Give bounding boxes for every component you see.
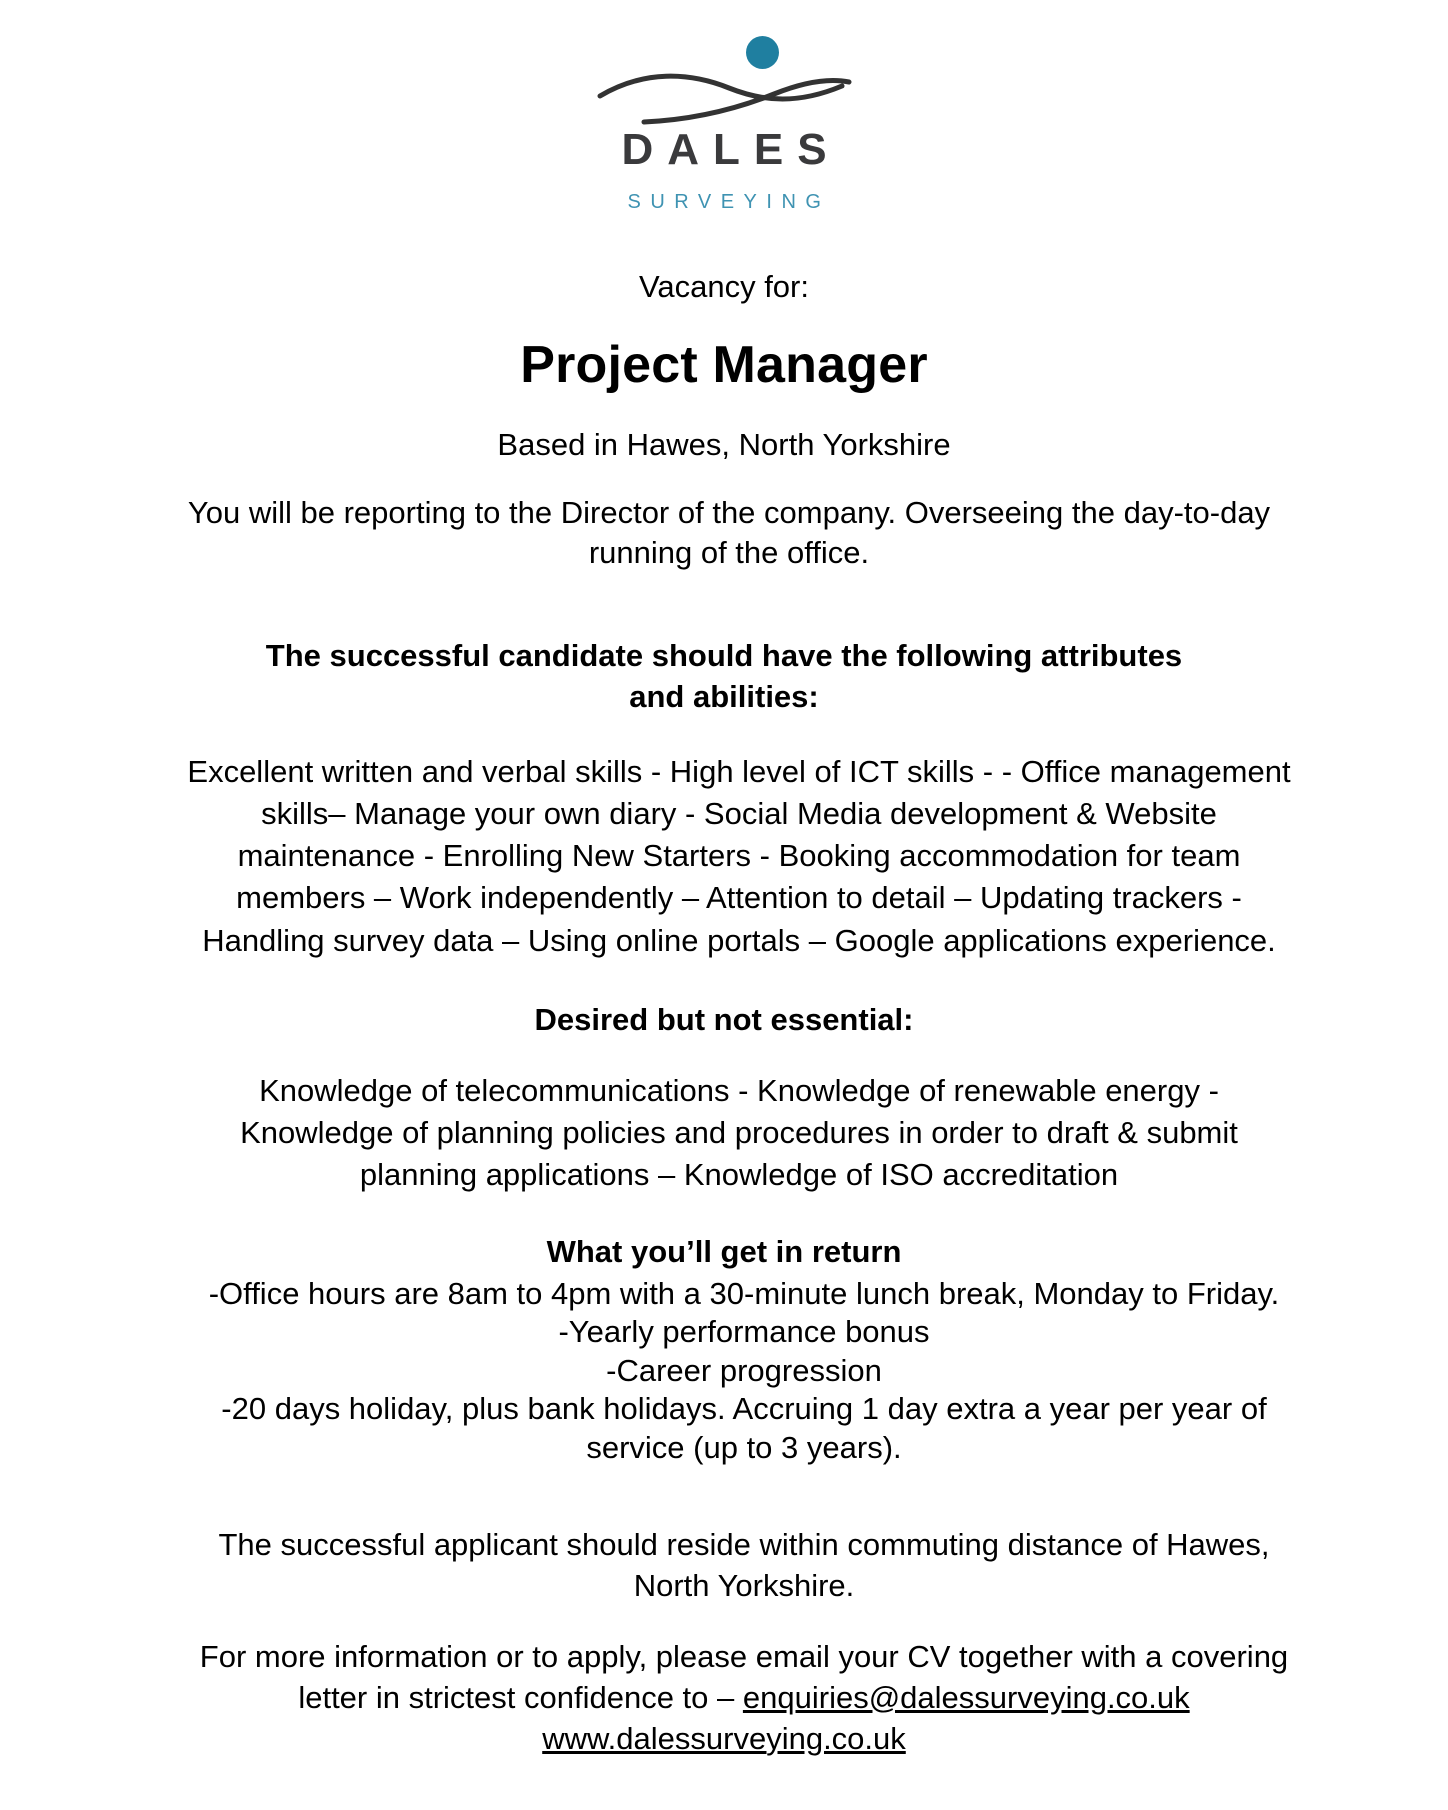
job-location: Based in Hawes, North Yorkshire [497, 426, 951, 462]
reporting-paragraph: You will be reporting to the Director of the company. Overseeing the day-to-day running of the office. [187, 494, 1271, 571]
list-item: -Yearly performance bonus [558, 1314, 930, 1350]
list-item: -Career progression [606, 1352, 882, 1388]
apply-paragraph [184, 1637, 1304, 1719]
returns-list [184, 1275, 1304, 1467]
document-content [184, 268, 1291, 1759]
apply-prefix-text: For more information or to apply, please email your CV together with a covering letter in strictest confidence to – [199, 1638, 1289, 1715]
website-link-row [184, 1719, 1264, 1759]
vacancy-label: Vacancy for: [638, 269, 809, 304]
logo-wordmark: DALES [621, 125, 841, 174]
residency-paragraph: The successful applicant should reside within commuting distance of Hawes, North Yorkshire. [218, 1526, 1270, 1603]
desired-body: Knowledge of telecommunications - Knowledge of renewable energy - Knowledge of planning policies and procedures in order to draft & submit planning applications – Knowledge of ISO accreditation [240, 1072, 1238, 1193]
returns-heading: What you’ll get in return [546, 1234, 902, 1270]
logo-subword: SURVEYING [627, 191, 831, 213]
company-website-link[interactable]: www.dalessurveying.co.uk [542, 1720, 906, 1756]
list-item: -20 days holiday, plus bank holidays. Accruing 1 day extra a year per year of service (up to 3 years). [221, 1391, 1267, 1465]
attributes-heading: The successful candidate should have the following attributes and abilities: [265, 638, 1183, 714]
desired-heading: Desired but not essential: [534, 1001, 914, 1037]
contact-email-link[interactable]: enquiries@dalessurveying.co.uk [742, 1679, 1190, 1715]
logo-mark [594, 14, 854, 132]
logo-dot-icon [746, 36, 779, 69]
attributes-body: Excellent written and verbal skills - High level of ICT skills - - Office management skills– Manage your own diary - Social Media development & Website maintenance - Enrolling New Starters - Booking accommodation for team members – Work independently – Attention to detail – Updating trackers - Handling survey data – Using online portals – Google applications experience. [187, 753, 1291, 958]
logo-swoosh-icon [594, 66, 854, 126]
list-item: -Office hours are 8am to 4pm with a 30-minute lunch break, Monday to Friday. [208, 1275, 1280, 1311]
company-logo [574, 0, 874, 212]
page-title: Project Manager [520, 335, 928, 394]
